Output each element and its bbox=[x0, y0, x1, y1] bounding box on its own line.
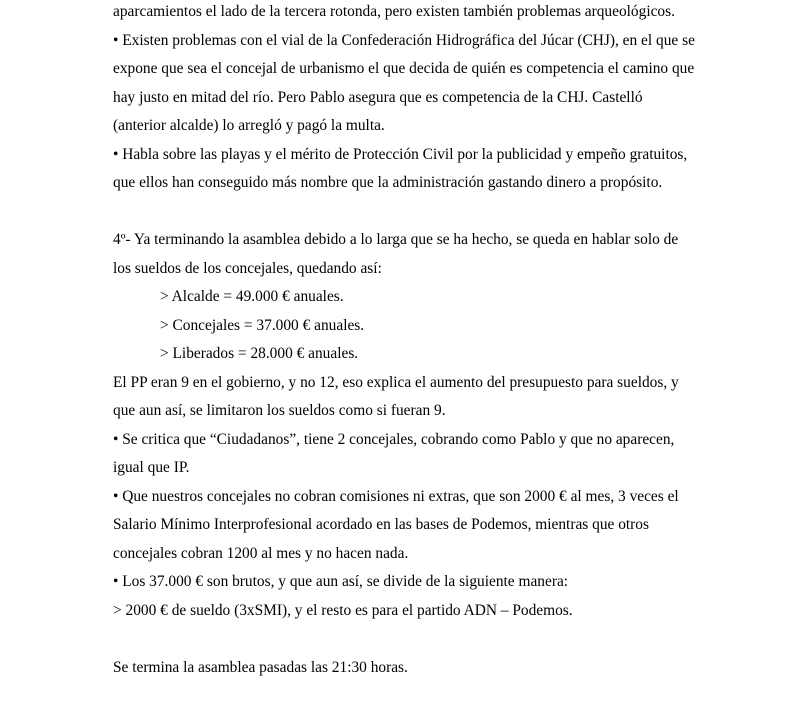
salary-alcalde: > Alcalde = 49.000 € anuales. bbox=[160, 288, 344, 305]
bullet-brutos-line-2: > 2000 € de sueldo (3xSMI), y el resto es para el partido ADN – Podemos. bbox=[113, 601, 573, 619]
salary-concejales: > Concejales = 37.000 € anuales. bbox=[160, 316, 365, 334]
paragraph-line: aparcamientos el lado de la tercera rotonda, pero existen también problemas arqueológicos. bbox=[113, 3, 675, 20]
bullet-playas-line-2: que ellos han conseguido más nombre que la administración gastando dinero a propósito. bbox=[113, 174, 663, 191]
bullet-comisiones-line-2: Salario Mínimo Interprofesional acordado en las bases de Podemos, mientras que otros bbox=[113, 516, 649, 533]
point-4-line-2: los sueldos de los concejales, quedando así: bbox=[113, 259, 382, 277]
point-4-line-1: 4º- Ya terminando la asamblea debido a lo larga que se ha hecho, se queda en hablar solo de bbox=[113, 231, 679, 248]
bullet-comisiones-line-1: • Que nuestros concejales no cobran comisiones ni extras, que son 2000 € al mes, 3 veces el bbox=[113, 487, 679, 505]
pp-note-line-1: El PP eran 9 en el gobierno, y no 12, eso explica el aumento del presupuesto para sueldos, y bbox=[113, 373, 679, 391]
closing-line: Se termina la asamblea pasadas las 21:30 horas. bbox=[113, 658, 408, 676]
bullet-chj-line-3: hay justo en mitad del río. Pero Pablo asegura que es competencia de la CHJ. Castelló bbox=[113, 88, 643, 106]
bullet-playas-line-1: • Habla sobre las playas y el mérito de Protección Civil por la publicidad y empeño gratuitos, bbox=[113, 145, 688, 163]
bullet-chj-line-1: • Existen problemas con el vial de la Confederación Hidrográfica del Júcar (CHJ), en el que se bbox=[113, 31, 695, 49]
pp-note-line-2: que aun así, se limitaron los sueldos como si fueran 9. bbox=[113, 402, 446, 419]
bullet-comisiones-line-3: concejales cobran 1200 al mes y no hacen nada. bbox=[113, 544, 409, 562]
bullet-chj-line-2: expone que sea el concejal de urbanismo el que decida de quién es competencia el camino que bbox=[113, 60, 695, 77]
paragraph-spacer bbox=[113, 201, 703, 230]
bullet-brutos-line-1: • Los 37.000 € son brutos, y que aun así, se divide de la siguiente manera: bbox=[113, 573, 569, 590]
bullet-chj-line-4: (anterior alcalde) lo arregló y pagó la multa. bbox=[113, 117, 385, 134]
bullet-ciudadanos-line-2: igual que IP. bbox=[113, 459, 190, 476]
salary-liberados: > Liberados = 28.000 € anuales. bbox=[160, 345, 359, 362]
document-page bbox=[113, 0, 703, 685]
bullet-ciudadanos-line-1: • Se critica que “Ciudadanos”, tiene 2 concejales, cobrando como Pablo y que no aparecen, bbox=[113, 430, 675, 448]
paragraph-spacer bbox=[113, 628, 703, 657]
